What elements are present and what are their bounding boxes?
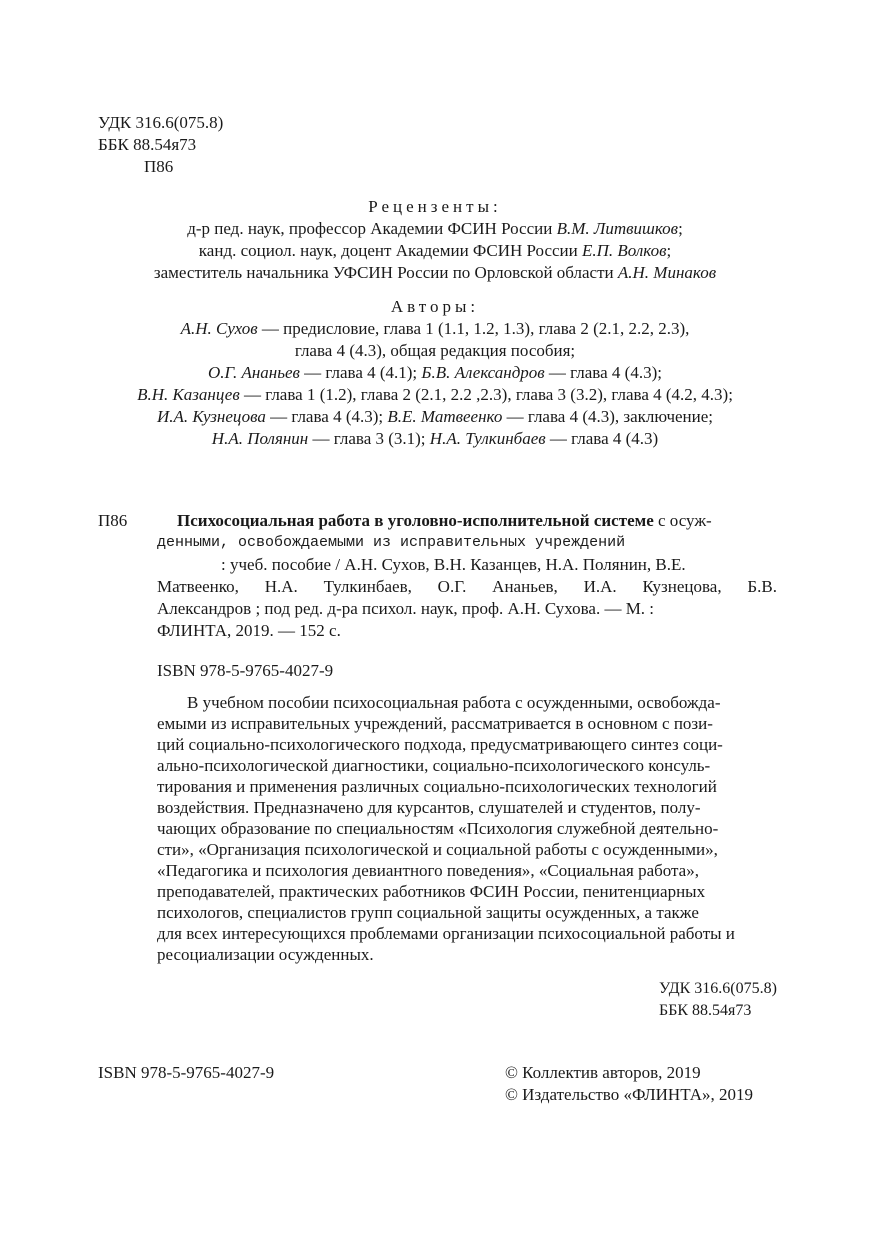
footer-codes xyxy=(659,978,777,1022)
authors-block xyxy=(80,296,790,450)
authors-line: В.Н. Казанцев — глава 1 (1.2), глава 2 (2.1, 2.2 ,2.3), глава 3 (3.2), глава 4 (4.2, 4.3); xyxy=(137,385,733,404)
bbk-code: ББК 88.54я73 xyxy=(98,135,197,154)
book-subtitle: денными, освобождаемыми из исправительных учреждений xyxy=(157,534,626,551)
authors-heading: Авторы: xyxy=(390,297,480,316)
catalog-isbn: ISBN 978-5-9765-4027-9 xyxy=(157,661,334,680)
authors-line: И.А. Кузнецова — глава 4 (4.3); В.Е. Матвеенко — глава 4 (4.3), заключение; xyxy=(156,407,714,426)
reviewer-2-name: Е.П. Волков xyxy=(582,241,667,260)
reviewer-2: канд. социол. наук, доцент Академии ФСИН России Е.П. Волков; xyxy=(198,241,672,260)
catalog-entry xyxy=(157,510,777,682)
abstract-line: «Педагогика и психология девиантного поведения», «Социальная работа», xyxy=(157,861,699,880)
catalog-title-line: Психосоциальная работа в уголовно-исполнительной системе с осуж- xyxy=(177,511,712,530)
abstract-line: воздействия. Предназначено для курсантов, слушателей и студентов, полу- xyxy=(157,798,701,817)
catalog-line: Матвеенко, Н.А. Тулкинбаев, О.Г. Ананьев, И.А. Кузнецова, Б.В. xyxy=(157,577,777,596)
catalog-line: : учеб. пособие / А.Н. Сухов, В.Н. Казанцев, Н.А. Полянин, В.Е. xyxy=(221,555,686,574)
copyright-block xyxy=(505,1062,753,1106)
reviewer-1: д-р пед. наук, профессор Академии ФСИН России В.М. Литвишков; xyxy=(187,219,683,238)
catalog-line: ФЛИНТА, 2019. — 152 с. xyxy=(157,621,341,640)
udk-code: УДК 316.6(075.8) xyxy=(98,113,224,132)
abstract-line: психологов, специалистов групп социальной защиты осужденных, а также xyxy=(157,903,699,922)
reviewers-heading: Рецензенты: xyxy=(368,197,502,216)
reviewer-3-name: А.Н. Минаков xyxy=(617,263,717,282)
catalog-line: Александров ; под ред. д-ра психол. наук, проф. А.Н. Сухова. — М. : xyxy=(157,599,655,618)
abstract-line: ций социально-психологического подхода, предусматривающего синтез соци- xyxy=(157,735,723,754)
reviewer-1-name: В.М. Литвишков xyxy=(556,219,679,238)
abstract-line: для всех интересующихся проблемами организации психосоциальной работы и xyxy=(157,924,735,943)
catalog-mark: П86 xyxy=(98,511,128,530)
copyright-authors: © Коллектив авторов, 2019 xyxy=(505,1063,701,1082)
authors-line: глава 4 (4.3), общая редакция пособия; xyxy=(294,341,576,360)
abstract-line: емыми из исправительных учреждений, рассматривается в основном с пози- xyxy=(157,714,713,733)
bbk-code: ББК 88.54я73 xyxy=(659,1002,752,1019)
udk-code: УДК 316.6(075.8) xyxy=(659,980,777,997)
book-title: Психосоциальная работа в уголовно-исполнительной системе xyxy=(177,511,654,530)
reviewer-3: заместитель начальника УФСИН России по Орловской области А.Н. Минаков xyxy=(153,263,717,282)
authors-line: Н.А. Полянин — глава 3 (3.1); Н.А. Тулкинбаев — глава 4 (4.3) xyxy=(211,429,659,448)
abstract-line: ресоциализации осужденных. xyxy=(157,945,374,964)
reviewers-block xyxy=(90,196,780,284)
author-mark: П86 xyxy=(144,157,174,176)
imprint-isbn: ISBN 978-5-9765-4027-9 xyxy=(98,1063,275,1082)
authors-line: А.Н. Сухов — предисловие, глава 1 (1.1, 1.2, 1.3), глава 2 (2.1, 2.2, 2.3), xyxy=(180,319,690,338)
authors-line: О.Г. Ананьев — глава 4 (4.1); Б.В. Александров — глава 4 (4.3); xyxy=(208,363,662,382)
abstract-line: чающих образование по специальностям «Психология служебной деятельно- xyxy=(157,819,719,838)
abstract-line: ально-психологической диагностики, социально-психологического консуль- xyxy=(157,756,711,775)
abstract-line: В учебном пособии психосоциальная работа с осужденными, освобожда- xyxy=(187,693,721,712)
abstract-line: сти», «Организация психологической и социальной работы с осужденными», xyxy=(157,840,718,859)
abstract xyxy=(157,692,777,965)
abstract-line: преподавателей, практических работников ФСИН России, пенитенциарных xyxy=(157,882,706,901)
copyright-publisher: © Издательство «ФЛИНТА», 2019 xyxy=(505,1085,754,1104)
header-codes xyxy=(98,112,223,178)
abstract-line: тирования и применения различных социально-психологических технологий xyxy=(157,777,717,796)
